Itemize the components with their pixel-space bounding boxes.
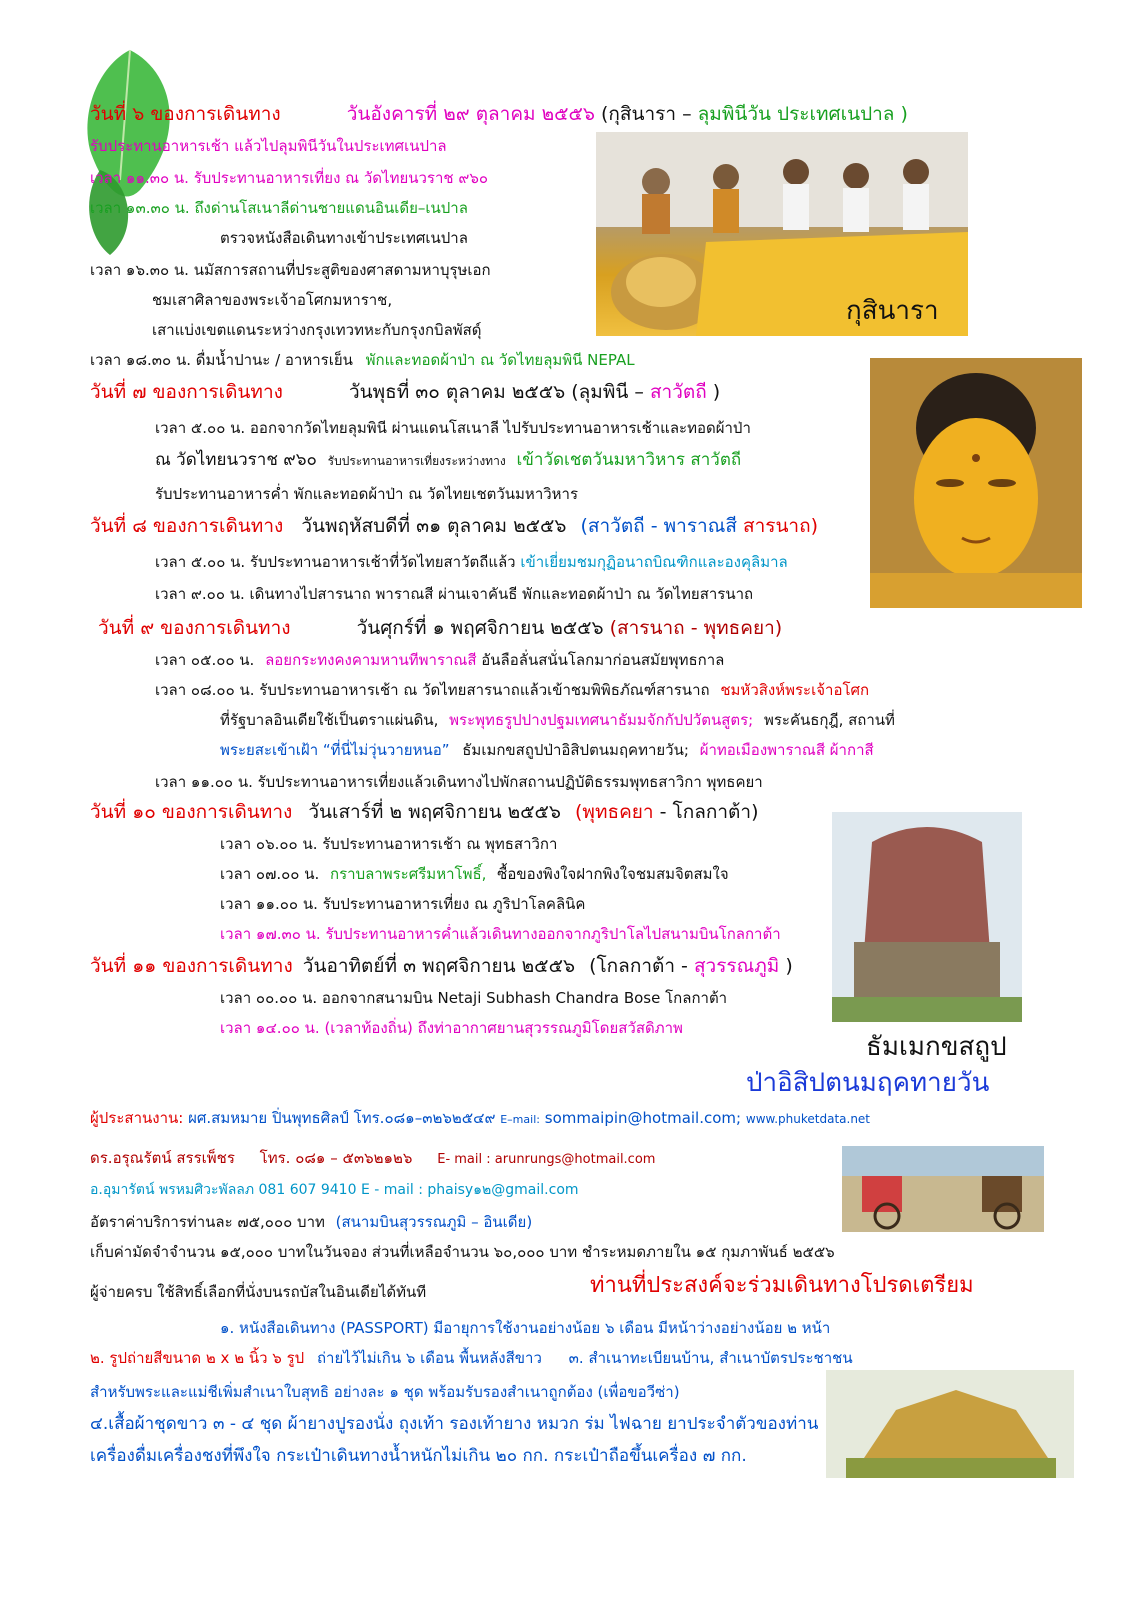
day10-line2b: กราบลาพระศรีมหาโพธิ์, — [330, 865, 487, 883]
fee-line3: ผู้จ่ายครบ ใช้สิทธิ์เลือกที่นั่งบนรถบัสในอินเดียได้ทันที — [90, 1283, 427, 1301]
contact-website[interactable]: www.phuketdata.net — [745, 1112, 871, 1126]
day7-header — [90, 382, 720, 402]
contact-line1 — [90, 1108, 870, 1130]
day9-line5: เวลา ๑๑.๐๐ น. รับประทานอาหารเที่ยงแล้วเดินทางไปพักสถานปฏิบัติธรรมพุทธสาวิกา พุทธคยา — [155, 773, 763, 791]
day10-date: วันเสาร์ที่ ๒ พฤศจิกายน ๒๕๕๖ — [308, 801, 561, 823]
day11-route-c: ) — [785, 955, 793, 977]
prep-item1: ๑. หนังสือเดินทาง (PASSPORT) มีอายุการใช้งานอย่างน้อย ๖ เดือน มีหน้าว่างอย่างน้อย ๒ หน้า — [220, 1319, 831, 1337]
carriage-photo — [842, 1146, 1044, 1232]
day9-header — [98, 618, 782, 638]
contact-email2[interactable]: E- mail : arunrungs@hotmail.com — [437, 1152, 656, 1167]
stupa-caption-2: ป่าอิสิปตนมฤคทายวัน — [746, 1068, 990, 1098]
fee-line2: เก็บค่ามัดจำจำนวน ๑๕,๐๐๐ บาทในวันจอง ส่วนที่เหลือจำนวน ๖๐,๐๐๐ บาท ชำระหมดภายใน ๑๕ กุมภาพันธ์ ๒๕๕๖ — [90, 1243, 835, 1261]
day7-route-b: สาวัตถี — [649, 381, 707, 403]
fee-rate: อัตราค่าบริการท่านละ ๗๕,๐๐๐ บาท — [90, 1213, 325, 1231]
day8-line1a: เวลา ๕.๐๐ น. รับประทานอาหารเช้าที่วัดไทยสาวัตถีแล้ว — [155, 553, 516, 571]
day6-line1: รับประทานอาหารเช้า แล้วไปลุมพินีวันในประเทศเนปาล — [90, 137, 447, 155]
day10-line1: เวลา ๐๖.๐๐ น. รับประทานอาหารเช้า ณ พุทธสาวิกา — [220, 835, 558, 853]
day11-route-b: สุวรรณภูมิ — [693, 955, 780, 977]
day7-title: วันที่ ๗ ของการเดินทาง — [90, 381, 283, 403]
day7-line2 — [155, 450, 741, 471]
prep-line5: เครื่องดื่มเครื่องชงที่พึงใจ กระเป๋าเดินทางน้ำหนักไม่เกิน ๒๐ กก. กระเป๋าถือขึ้นเครื่อง ๗ กก. — [90, 1446, 747, 1466]
day6-line2: เวลา ๑๑.๓๐ น. รับประทานอาหารเที่ยง ณ วัดไทยนวราช ๙๖๐ — [90, 169, 489, 187]
day8-line2: เวลา ๙.๐๐ น. เดินทางไปสารนาถ พาราณสี ผ่านเจาคันธี พักและทอดผ้าป่า ณ วัดไทยสารนาถ — [155, 585, 754, 603]
day9-line3 — [220, 710, 895, 730]
prep-item3: ๓. สำเนาทะเบียนบ้าน, สำเนาบัตรประชาชน — [568, 1349, 853, 1367]
day7-line2a: ณ วัดไทยนวราช ๙๖๐ — [155, 450, 317, 470]
day10-line2 — [220, 864, 729, 884]
day11-line2: เวลา ๑๔.๐๐ น. (เวลาท้องถิ่น) ถึงท่าอากาศยานสุวรรณภูมิโดยสวัสดิภาพ — [220, 1019, 683, 1037]
day9-route-a: (สารนาถ - — [609, 617, 698, 639]
day8-line1b: เข้าเยี่ยมชมกุฏิอนาถบิณฑิกและองคุลิมาล — [520, 553, 788, 571]
day9-line3a: ที่รัฐบาลอินเดียใช้เป็นตราแผ่นดิน, — [220, 711, 439, 729]
day6-line5: เวลา ๑๖.๓๐ น. นมัสการสถานที่ประสูติของศาสดามหาบุรุษเอก — [90, 261, 491, 279]
day9-line4 — [220, 740, 874, 760]
day11-header — [90, 956, 793, 976]
day10-line2a: เวลา ๐๗.๐๐ น. — [220, 865, 320, 883]
day6-date: วันอังคารที่ ๒๙ ตุลาคม ๒๕๕๖ — [346, 103, 595, 125]
day9-date: วันศุกร์ที่ ๑ พฤศจิกายน ๒๕๕๖ — [356, 617, 604, 639]
day7-date: วันพุธที่ ๓๐ ตุลาคม ๒๕๕๖ — [348, 381, 566, 403]
day10-route-b: - โกลกาต้า) — [659, 801, 759, 823]
day6-line7: เสาแบ่งเขตแดนระหว่างกรุงเทวทหะกับกรุงกบิลพัสดุ์ — [152, 321, 482, 339]
dhamek-stupa-photo — [832, 812, 1022, 1022]
day8-title: วันที่ ๘ ของการเดินทาง — [90, 515, 284, 537]
day9-line4a: พระยสะเข้าเฝ้า “ที่นี่ไม่วุ่นวายหนอ” — [220, 741, 450, 759]
day8-date: วันพฤหัสบดีที่ ๓๑ ตุลาคม ๒๕๕๖ — [301, 515, 567, 537]
contact-line3: อ.อุมารัตน์ พรหมศิวะพัลลภ 081 607 9410 E - mail : phaisy๑๒@gmail.com — [90, 1182, 579, 1198]
day8-route-b: สารนาถ) — [742, 515, 819, 537]
chedi-photo — [826, 1370, 1074, 1478]
day9-line4b: ธัมเมกขสถูปป่าอิสิปตนมฤคทายวัน; — [462, 741, 689, 759]
kusinara-caption: กุสินารา — [846, 296, 939, 326]
day11-line1: เวลา ๐๐.๐๐ น. ออกจากสนามบิน Netaji Subhash Chandra Bose โกลกาต้า — [220, 989, 728, 1007]
buddha-face-photo — [870, 358, 1082, 608]
prep-item2b: ถ่ายไว้ไม่เกิน ๖ เดือน พื้นหลังสีขาว — [316, 1349, 542, 1367]
day10-title: วันที่ ๑๐ ของการเดินทาง — [90, 801, 293, 823]
day7-line1: เวลา ๕.๐๐ น. ออกจากวัดไทยลุมพินี ผ่านแดนโสเนาลี ไปรับประทานอาหารเช้าและทอดผ้าป่า — [155, 419, 751, 437]
prep-line2 — [90, 1348, 853, 1368]
day9-line2 — [155, 680, 869, 700]
day9-line3b: พระพุทธรูปปางปฐมเทศนาธัมมจักกัปปวัตนสูตร; — [449, 711, 754, 729]
fee-line1 — [90, 1212, 532, 1232]
day8-line1 — [155, 552, 788, 572]
fee-route: (สนามบินสุวรรณภูมิ – อินเดีย) — [335, 1213, 533, 1231]
contact-email-label: E–mail: — [500, 1113, 540, 1126]
contact-name2: ดร.อรุณรัตน์ สรรเพ็ชร — [90, 1149, 235, 1167]
day7-route-a: (ลุมพินี – — [571, 381, 644, 403]
contact-line2 — [90, 1148, 655, 1170]
day10-line4: เวลา ๑๗.๓๐ น. รับประทานอาหารค่ำแล้วเดินทางออกจากภูริปาโลไปสนามบินโกลกาต้า — [220, 925, 781, 943]
day6-line5-row — [90, 260, 491, 280]
day11-route-a: (โกลกาต้า - — [589, 955, 688, 977]
day6-title: วันที่ ๖ ของการเดินทาง — [90, 103, 281, 125]
day8-header — [90, 516, 818, 536]
day6-header — [90, 104, 908, 124]
day6-line8a: เวลา ๑๘.๓๐ น. ดื่มน้ำปานะ / อาหารเย็น — [90, 351, 353, 369]
prep-line3: สำหรับพระและแม่ชีเพิ่มสำเนาใบสุทธิ อย่างละ ๑ ชุด พร้อมรับรองสำเนาถูกต้อง (เพื่อขอวีซ่า) — [90, 1383, 680, 1401]
day9-line3c: พระคันธกุฎี, สถานที่ — [763, 711, 895, 729]
day10-header — [90, 802, 758, 822]
day7-route-c: ) — [712, 381, 721, 403]
day6-line3: เวลา ๑๓.๓๐ น. ถึงด่านโสเนาลีด่านชายแดนอินเดีย–เนปาล — [90, 199, 468, 217]
day7-line2c: เข้าวัดเชตวันมหาวิหาร สาวัตถี — [516, 450, 742, 470]
contact-phone2: โทร. ๐๘๑ – ๕๓๖๒๑๒๖ — [259, 1149, 413, 1167]
day10-route-a: (พุทธคยา — [575, 801, 654, 823]
day7-line2b: รับประทานอาหารเที่ยงระหว่างทาง — [327, 454, 506, 468]
day11-date: วันอาทิตย์ที่ ๓ พฤศจิกายน ๒๕๕๖ — [302, 955, 576, 977]
day6-route-b: ลุมพินีวัน ประเทศเนปาล ) — [697, 103, 908, 125]
day9-line1 — [155, 650, 724, 670]
day6-line4: ตรวจหนังสือเดินทางเข้าประเทศเนปาล — [220, 229, 468, 247]
day9-title: วันที่ ๙ ของการเดินทาง — [98, 617, 291, 639]
prep-heading: ท่านที่ประสงค์จะร่วมเดินทางโปรดเตรียม — [590, 1273, 974, 1298]
day11-title: วันที่ ๑๑ ของการเดินทาง — [90, 955, 293, 977]
day6-route-a: (กุสินารา – — [601, 103, 692, 125]
day8-route-a: (สาวัตถี - พาราณสี — [580, 515, 737, 537]
day9-line2b: ชมหัวสิงห์พระเจ้าอโศก — [720, 681, 870, 699]
contact-name1: ผศ.สมหมาย ปิ่นพุทธศิลป์ โทร.๐๘๑–๓๒๖๒๕๔๙ — [188, 1109, 496, 1127]
day6-line8b: พักและทอดผ้าป่า ณ วัดไทยลุมพินี NEPAL — [365, 351, 635, 369]
day9-line1a: เวลา ๐๕.๐๐ น. — [155, 651, 255, 669]
day9-line2a: เวลา ๐๘.๐๐ น. รับประทานอาหารเช้า ณ วัดไทยสารนาถแล้วเข้าชมพิพิธภัณฑ์สารนาถ — [155, 681, 710, 699]
day9-line1c: อันลือลั่นสนั่นโลกมาก่อนสมัยพุทธกาล — [481, 651, 725, 669]
day9-line4c: ผ้าทอเมืองพาราณสี ผ้ากาสี — [699, 741, 874, 759]
day6-line6: ชมเสาศิลาของพระเจ้าอโศกมหาราช, — [152, 291, 393, 309]
contact-label: ผู้ประสานงาน: — [90, 1109, 184, 1127]
day9-line1b: ลอยกระทงคงคามหานทีพาราณสี — [265, 651, 477, 669]
prep-item4: ๔.เสื้อผ้าชุดขาว ๓ - ๔ ชุด ผ้ายางปูรองนั่ง ถุงเท้า รองเท้ายาง หมวก ร่ม ไฟฉาย ยาประจำตัวของท่าน — [90, 1414, 819, 1434]
day9-route-b: พุทธคยา) — [703, 617, 783, 639]
day10-line2c: ซื้อของพิงใจฝากพิงใจชมสมจิตสมใจ — [497, 865, 729, 883]
day7-line3: รับประทานอาหารค่ำ พักและทอดผ้าป่า ณ วัดไทยเชตวันมหาวิหาร — [155, 485, 579, 503]
contact-email1[interactable]: sommaipin@hotmail.com; — [544, 1109, 742, 1127]
day6-line8 — [90, 350, 635, 370]
prep-item2a: ๒. รูปถ่ายสีขนาด ๒ x ๒ นิ้ว ๖ รูป — [90, 1349, 305, 1367]
stupa-caption: ธัมเมกขสถูป — [866, 1032, 1007, 1062]
day10-line3: เวลา ๑๑.๐๐ น. รับประทานอาหารเที่ยง ณ ภูริปาโลคลินิค — [220, 895, 586, 913]
